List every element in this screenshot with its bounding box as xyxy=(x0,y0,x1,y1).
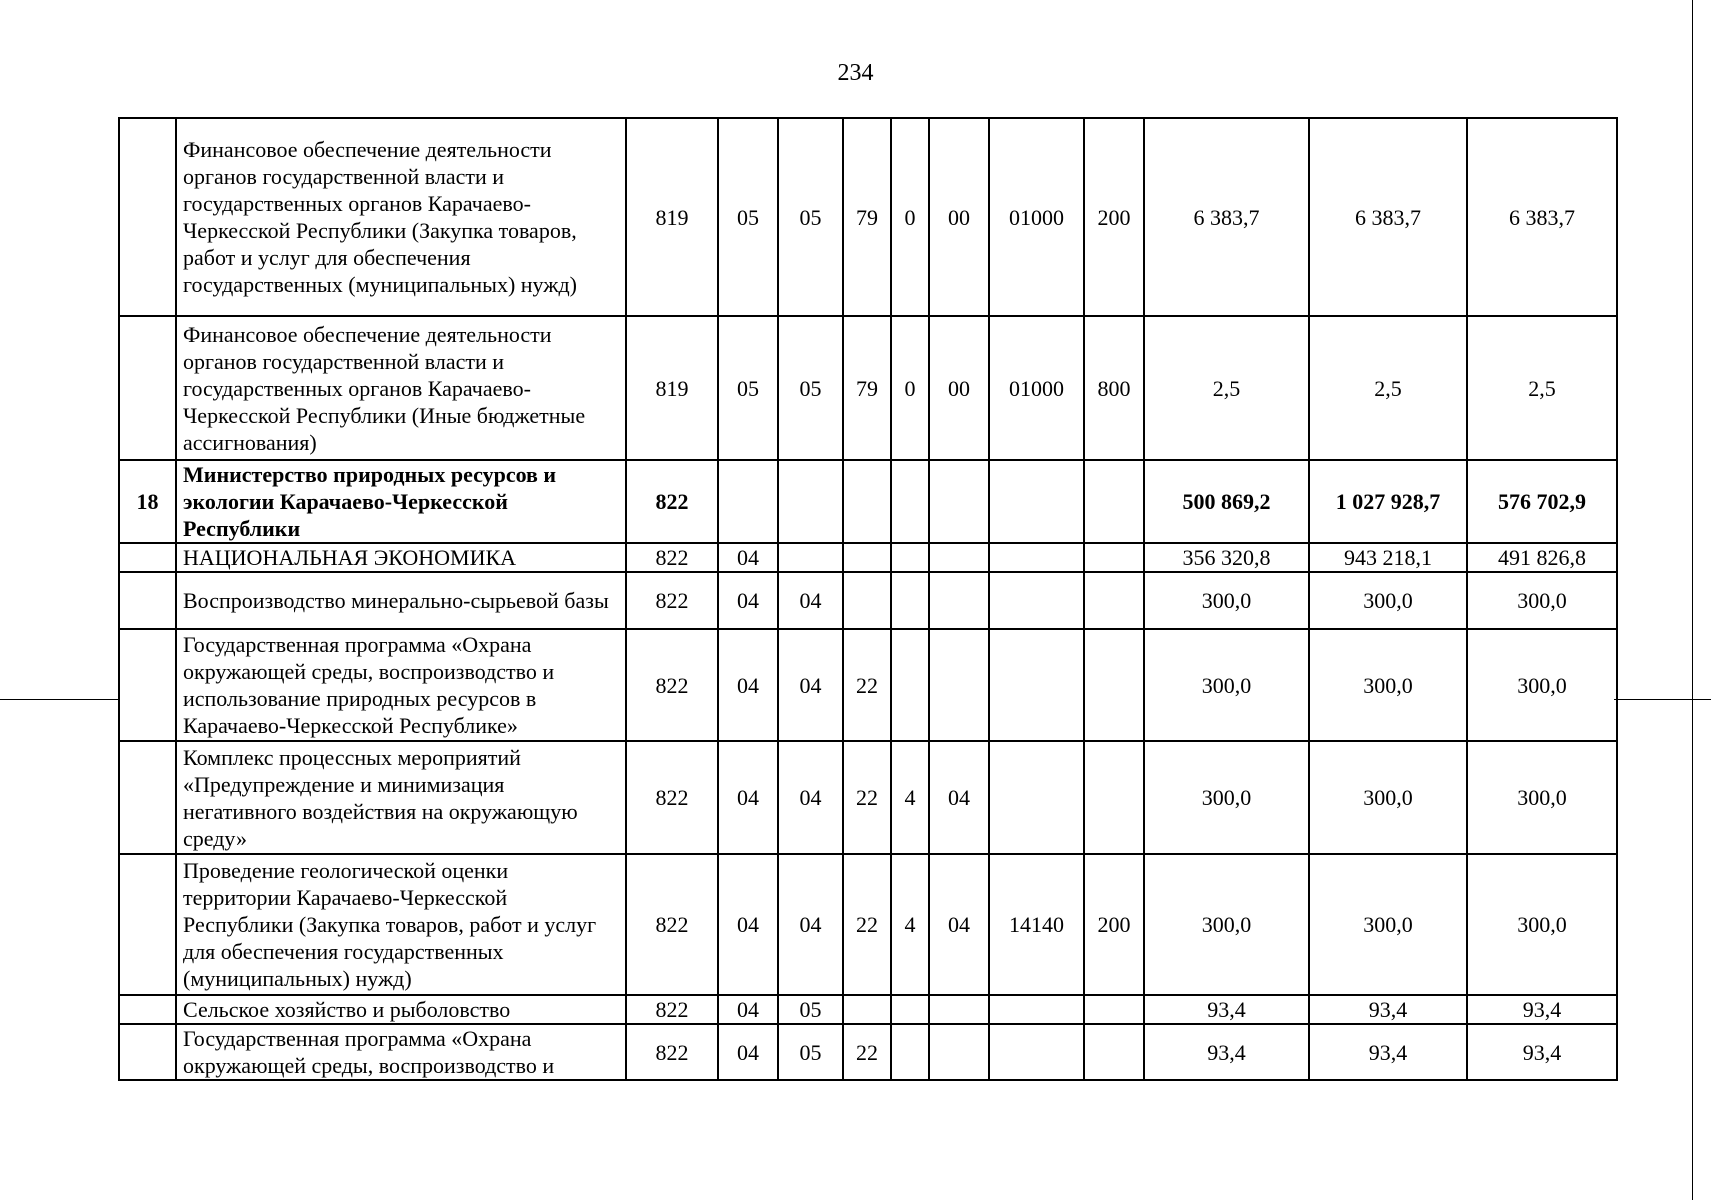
row-number xyxy=(119,995,176,1024)
admin-code: 822 xyxy=(626,1024,718,1080)
section-code: 04 xyxy=(718,1024,778,1080)
subprogram-code xyxy=(891,1024,929,1080)
subsection-code: 05 xyxy=(778,316,843,460)
item-name: Финансовое обеспечение деятельности органов государственной власти и государственных органов Карачаево-Черкесской Республики (Закупка товаров, работ и услуг для обеспечения государственных (муниципальных) нужд) xyxy=(176,118,626,316)
direction-code: 01000 xyxy=(989,316,1084,460)
program-code xyxy=(843,995,891,1024)
program-code xyxy=(843,460,891,543)
row-number xyxy=(119,854,176,995)
item-name: Государственная программа «Охрана окружающей среды, воспроизводство и использование природных ресурсов в Карачаево-Черкесской Республике» xyxy=(176,629,626,741)
table-row xyxy=(119,629,1617,741)
measure-code xyxy=(929,629,989,741)
amount-year-2: 300,0 xyxy=(1309,854,1467,995)
table-row xyxy=(119,543,1617,572)
subsection-code: 05 xyxy=(778,995,843,1024)
expense-type-code xyxy=(1084,572,1144,629)
amount-year-2: 943 218,1 xyxy=(1309,543,1467,572)
expense-type-code xyxy=(1084,741,1144,854)
section-code: 04 xyxy=(718,741,778,854)
admin-code: 822 xyxy=(626,572,718,629)
direction-code xyxy=(989,460,1084,543)
direction-code xyxy=(989,543,1084,572)
amount-year-3: 6 383,7 xyxy=(1467,118,1617,316)
admin-code: 822 xyxy=(626,854,718,995)
amount-year-3: 491 826,8 xyxy=(1467,543,1617,572)
amount-year-2: 6 383,7 xyxy=(1309,118,1467,316)
program-code: 79 xyxy=(843,118,891,316)
admin-code: 822 xyxy=(626,629,718,741)
row-number xyxy=(119,741,176,854)
cut-line-left xyxy=(0,699,118,700)
amount-year-2: 300,0 xyxy=(1309,629,1467,741)
subprogram-code xyxy=(891,995,929,1024)
item-name: Сельское хозяйство и рыболовство xyxy=(176,995,626,1024)
table-row xyxy=(119,741,1617,854)
amount-year-3: 93,4 xyxy=(1467,995,1617,1024)
section-code: 04 xyxy=(718,995,778,1024)
measure-code xyxy=(929,460,989,543)
admin-code: 822 xyxy=(626,460,718,543)
table-row xyxy=(119,1024,1617,1080)
measure-code xyxy=(929,1024,989,1080)
expense-type-code xyxy=(1084,1024,1144,1080)
measure-code: 04 xyxy=(929,854,989,995)
amount-year-2: 300,0 xyxy=(1309,741,1467,854)
subsection-code xyxy=(778,460,843,543)
row-number xyxy=(119,118,176,316)
expense-type-code xyxy=(1084,460,1144,543)
subsection-code: 05 xyxy=(778,1024,843,1080)
row-number xyxy=(119,316,176,460)
direction-code: 14140 xyxy=(989,854,1084,995)
direction-code xyxy=(989,741,1084,854)
section-code: 04 xyxy=(718,629,778,741)
table-row xyxy=(119,854,1617,995)
item-name: Комплекс процессных мероприятий «Предупреждение и минимизация негативного воздействия на окружающую среду» xyxy=(176,741,626,854)
amount-year-1: 300,0 xyxy=(1144,629,1309,741)
admin-code: 822 xyxy=(626,543,718,572)
amount-year-2: 1 027 928,7 xyxy=(1309,460,1467,543)
amount-year-2: 2,5 xyxy=(1309,316,1467,460)
amount-year-3: 2,5 xyxy=(1467,316,1617,460)
amount-year-3: 93,4 xyxy=(1467,1024,1617,1080)
item-name: Воспроизводство минерально-сырьевой базы xyxy=(176,572,626,629)
expense-type-code: 800 xyxy=(1084,316,1144,460)
section-code: 05 xyxy=(718,118,778,316)
subprogram-code xyxy=(891,460,929,543)
amount-year-1: 500 869,2 xyxy=(1144,460,1309,543)
subsection-code: 05 xyxy=(778,118,843,316)
admin-code: 822 xyxy=(626,995,718,1024)
amount-year-1: 300,0 xyxy=(1144,854,1309,995)
subprogram-code: 4 xyxy=(891,854,929,995)
amount-year-1: 6 383,7 xyxy=(1144,118,1309,316)
subsection-code xyxy=(778,543,843,572)
expense-type-code xyxy=(1084,995,1144,1024)
amount-year-1: 2,5 xyxy=(1144,316,1309,460)
row-number: 18 xyxy=(119,460,176,543)
admin-code: 819 xyxy=(626,118,718,316)
item-name: Финансовое обеспечение деятельности органов государственной власти и государственных органов Карачаево-Черкесской Республики (Иные бюджетные ассигнования) xyxy=(176,316,626,460)
measure-code: 04 xyxy=(929,741,989,854)
page-number: 234 xyxy=(837,60,874,86)
direction-code: 01000 xyxy=(989,118,1084,316)
measure-code xyxy=(929,543,989,572)
admin-code: 819 xyxy=(626,316,718,460)
program-code: 22 xyxy=(843,854,891,995)
amount-year-3: 576 702,9 xyxy=(1467,460,1617,543)
subprogram-code xyxy=(891,572,929,629)
direction-code xyxy=(989,995,1084,1024)
amount-year-3: 300,0 xyxy=(1467,572,1617,629)
amount-year-1: 93,4 xyxy=(1144,995,1309,1024)
cut-line-right xyxy=(1614,699,1711,700)
direction-code xyxy=(989,629,1084,741)
item-name: Проведение геологической оценки территории Карачаево-Черкесской Республики (Закупка товаров, работ и услуг для обеспечения государственных (муниципальных) нужд) xyxy=(176,854,626,995)
subsection-code: 04 xyxy=(778,854,843,995)
measure-code: 00 xyxy=(929,316,989,460)
subprogram-code: 0 xyxy=(891,316,929,460)
measure-code xyxy=(929,572,989,629)
item-name: Государственная программа «Охрана окружающей среды, воспроизводство и xyxy=(176,1024,626,1080)
subprogram-code: 0 xyxy=(891,118,929,316)
amount-year-2: 93,4 xyxy=(1309,995,1467,1024)
measure-code xyxy=(929,995,989,1024)
amount-year-2: 300,0 xyxy=(1309,572,1467,629)
subprogram-code xyxy=(891,543,929,572)
subprogram-code xyxy=(891,629,929,741)
section-code: 05 xyxy=(718,316,778,460)
item-name: НАЦИОНАЛЬНАЯ ЭКОНОМИКА xyxy=(176,543,626,572)
table-row xyxy=(119,995,1617,1024)
budget-table xyxy=(118,117,1618,1081)
table-row xyxy=(119,118,1617,316)
program-code xyxy=(843,543,891,572)
expense-type-code xyxy=(1084,629,1144,741)
expense-type-code: 200 xyxy=(1084,118,1144,316)
direction-code xyxy=(989,572,1084,629)
amount-year-1: 93,4 xyxy=(1144,1024,1309,1080)
row-number xyxy=(119,572,176,629)
admin-code: 822 xyxy=(626,741,718,854)
section-code: 04 xyxy=(718,543,778,572)
section-code: 04 xyxy=(718,854,778,995)
table-row xyxy=(119,316,1617,460)
page-edge-line xyxy=(1692,0,1693,1200)
expense-type-code: 200 xyxy=(1084,854,1144,995)
section-code xyxy=(718,460,778,543)
program-code xyxy=(843,572,891,629)
subsection-code: 04 xyxy=(778,741,843,854)
table-row xyxy=(119,460,1617,543)
direction-code xyxy=(989,1024,1084,1080)
amount-year-3: 300,0 xyxy=(1467,854,1617,995)
amount-year-1: 356 320,8 xyxy=(1144,543,1309,572)
row-number xyxy=(119,543,176,572)
subprogram-code: 4 xyxy=(891,741,929,854)
table-row xyxy=(119,572,1617,629)
measure-code: 00 xyxy=(929,118,989,316)
subsection-code: 04 xyxy=(778,629,843,741)
program-code: 22 xyxy=(843,629,891,741)
amount-year-2: 93,4 xyxy=(1309,1024,1467,1080)
amount-year-3: 300,0 xyxy=(1467,741,1617,854)
program-code: 79 xyxy=(843,316,891,460)
table-body xyxy=(119,118,1617,1080)
row-number xyxy=(119,1024,176,1080)
program-code: 22 xyxy=(843,741,891,854)
subsection-code: 04 xyxy=(778,572,843,629)
item-name: Министерство природных ресурсов и экологии Карачаево-Черкесской Республики xyxy=(176,460,626,543)
section-code: 04 xyxy=(718,572,778,629)
amount-year-1: 300,0 xyxy=(1144,572,1309,629)
amount-year-3: 300,0 xyxy=(1467,629,1617,741)
program-code: 22 xyxy=(843,1024,891,1080)
amount-year-1: 300,0 xyxy=(1144,741,1309,854)
expense-type-code xyxy=(1084,543,1144,572)
row-number xyxy=(119,629,176,741)
